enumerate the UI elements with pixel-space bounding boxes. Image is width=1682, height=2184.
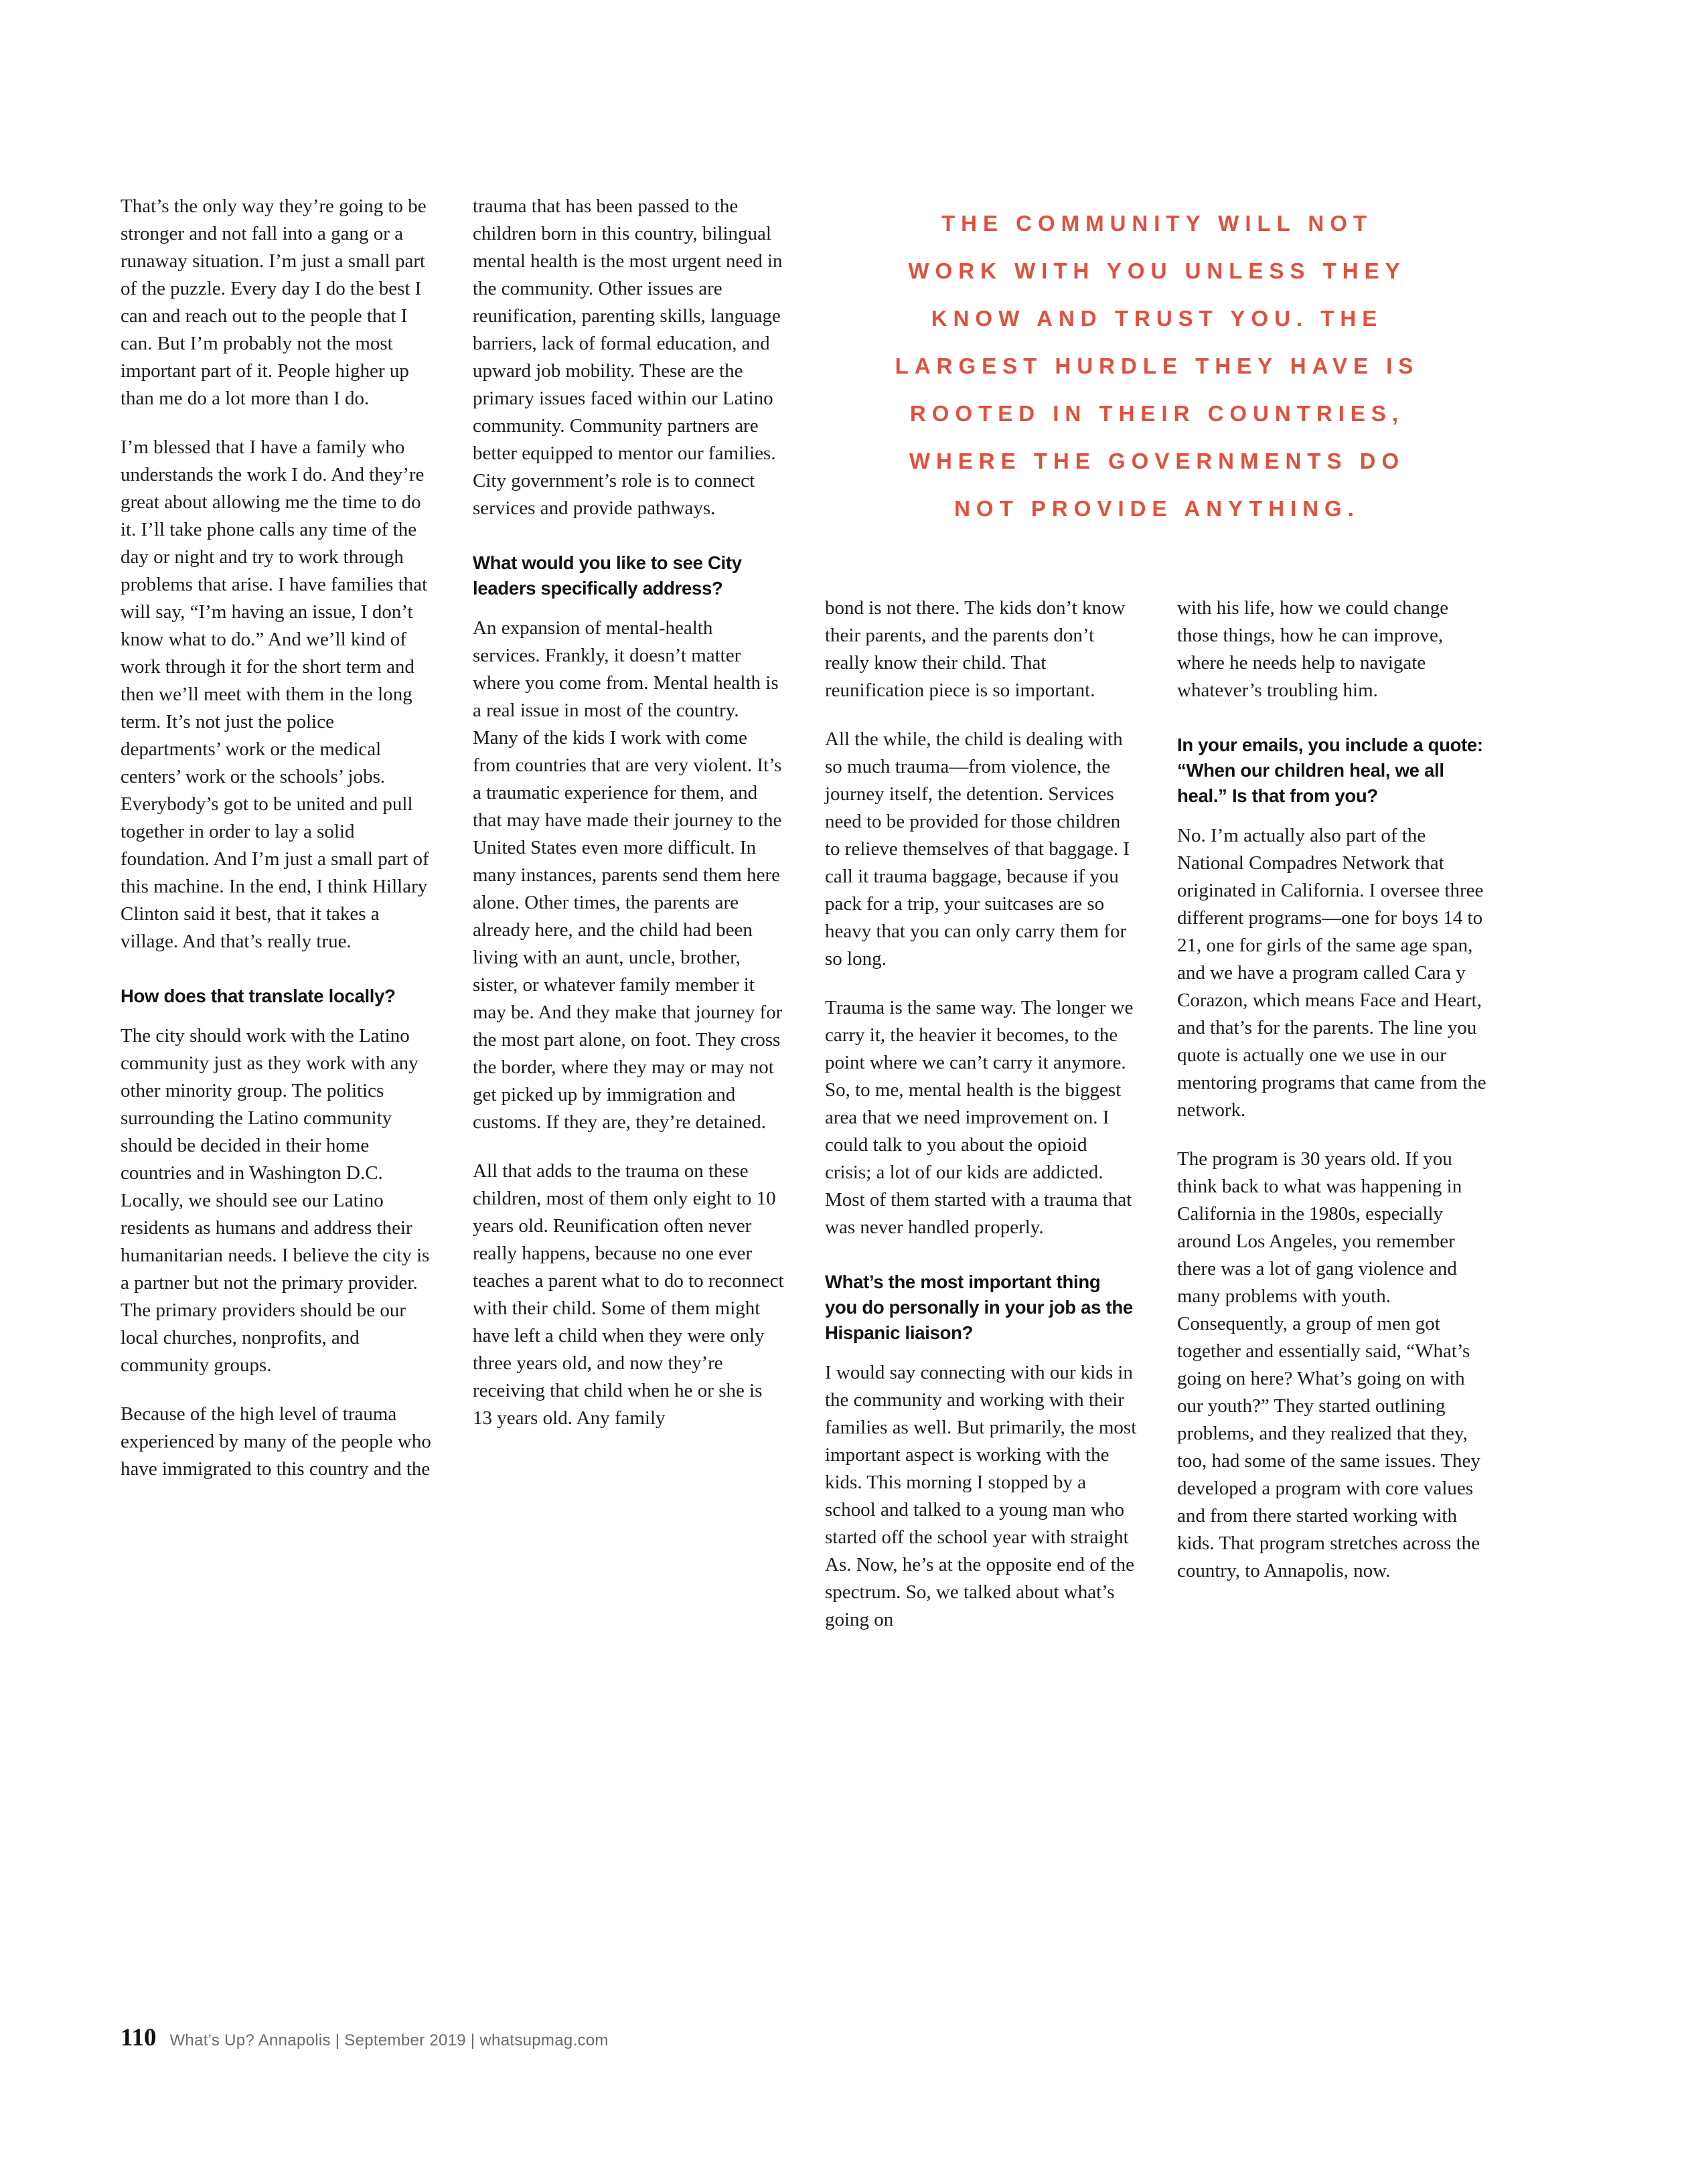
question-heading: How does that translate locally?	[121, 986, 396, 1006]
column-3	[825, 595, 1137, 1655]
page-number: 110	[121, 2024, 157, 2051]
pull-quote-line: WHERE THE GOVERNMENTS DO	[909, 449, 1405, 473]
paragraph: All the while, the child is dealing with so much trauma—from violence, the journey itself, the detention. Services need to be provided for those children to relieve themselves of that baggage. I call it trauma baggage, because if you pack for a trip, your suitcases are so heavy that you can only carry them for so long.	[825, 728, 1130, 969]
paragraph: The city should work with the Latino community just as they work with any other minority group. The politics surrounding the Latino community should be decided in their home countries and in Washington D.C. Locally, we should see our Latino residents as humans and address their humanitarian needs. I believe the city is a partner but not the primary provider. The primary providers should be our local churches, nonprofits, and community groups.	[121, 1025, 430, 1376]
paragraph: Trauma is the same way. The longer we carry it, the heavier it becomes, to the point where we can’t carry it anymore. So, to me, mental health is the biggest area that we need improvement on. I could talk to you about the opioid crisis; a lot of our kids are addicted. Most of them started with a trauma that was never handled properly.	[825, 997, 1134, 1238]
pull-quote-line: THE COMMUNITY WILL NOT	[941, 211, 1373, 236]
paragraph: An expansion of mental-health services. Frankly, it doesn’t matter where you come from. Mental health is a real issue in most of the country. Many of the kids I work with come from countries that are very violent. It’s a traumatic experience for them, and that may have made their journey to the United States even more difficult. In many instances, parents send them here alone. Other times, the parents are already here, and the child had been living with an aunt, uncle, brother, sister, or whatever family member it may be. And they make that journey for the most part alone, on foot. They cross the border, where they may or may not get picked up by immigration and customs. If they are, they’re detained.	[473, 617, 783, 1133]
question-heading: What’s the most important thing you do personally in your job as the Hispanic liaison?	[825, 1271, 1133, 1343]
paragraph: trauma that has been passed to the children born in this country, bilingual mental health is the most urgent need in the community. Other issues are reunification, parenting skills, language barriers, lack of formal education, and upward job mobility. These are the primary issues faced within our Latino community. Community partners are better equipped to mentor our families. City government’s role is to connect services and provide pathways.	[473, 196, 783, 519]
page-footer	[121, 2023, 609, 2052]
column-4	[1177, 595, 1489, 1606]
column-2	[473, 193, 785, 1454]
column-1	[121, 193, 433, 1504]
question-heading: In your emails, you include a quote: “When our children heal, we all heal.” Is that from you?	[1177, 734, 1483, 806]
pull-quote-line: LARGEST HURDLE THEY HAVE IS	[895, 354, 1420, 378]
paragraph: No. I’m actually also part of the National Compadres Network that originated in California. I oversee three different programs—one for boys 14 to 21, one for girls of the same age span, and we have a program called Cara y Corazon, which means Face and Heart, and that’s for the parents. The line you quote is actually one we use in our mentoring programs that came from the network.	[1177, 825, 1486, 1121]
paragraph: All that adds to the trauma on these children, most of them only eight to 10 years old. Reunification often never really happens, because no one ever teaches a parent what to do to reconnect with their child. Some of them might have left a child when they were only three years old, and now they’re receiving that child when he or she is 13 years old. Any family	[473, 1160, 784, 1429]
pull-quote-line: WORK WITH YOU UNLESS THEY	[908, 258, 1406, 283]
pull-quote	[825, 200, 1489, 532]
paragraph: Because of the high level of trauma experienced by many of the people who have immigrated to this country and the	[121, 1403, 431, 1480]
paragraph: with his life, how we could change those things, how he can improve, where he needs help to navigate whatever’s troubling him.	[1177, 597, 1449, 701]
question-heading: What would you like to see City leaders specifically address?	[473, 552, 742, 599]
paragraph: That’s the only way they’re going to be stronger and not fall into a gang or a runaway situation. I’m just a small part of the puzzle. Every day I do the best I can and reach out to the people that I can. But I’m probably not the most important part of it. People higher up than me do a lot more than I do.	[121, 196, 427, 409]
footer-text: What’s Up? Annapolis | September 2019 | whatsupmag.com	[169, 2031, 609, 2049]
paragraph: I’m blessed that I have a family who understands the work I do. And they’re great about allowing me the time to do it. I’ll take phone calls any time of the day or night and try to work through problems that arise. I have families that will say, “I’m having an issue, I don’t know what to do.” And we’ll kind of work through it for the short term and then we’ll meet with them in the long term. It’s not just the police departments’ work or the medical centers’ work or the schools’ jobs. Everybody’s got to be united and pull together in order to lay a solid foundation. And I’m just a small part of this machine. In the end, I think Hillary Clinton said it best, that it takes a village. And that’s really true.	[121, 437, 429, 952]
paragraph: I would say connecting with our kids in the community and working with their families as well. But primarily, the most important aspect is working with the kids. This morning I stopped by a school and talked to a young man who started off the school year with straight As. Now, he’s at the opposite end of the spectrum. So, we talked about what’s going on	[825, 1362, 1137, 1630]
pull-quote-line: NOT PROVIDE ANYTHING.	[954, 496, 1360, 521]
pull-quote-line: KNOW AND TRUST YOU. THE	[931, 306, 1383, 331]
pull-quote-line: ROOTED IN THEIR COUNTRIES,	[909, 401, 1405, 426]
paragraph: The program is 30 years old. If you think back to what was happening in California in the 1980s, especially around Los Angeles, you remember there was a lot of gang violence and many problems with youth. Consequently, a group of men got together and essentially said, “What’s going on here? What’s going on with our youth?” They started outlining problems, and they realized that they, too, had some of the same issues. They developed a program with core values and from there started working with kids. That program stretches across the country, to Annapolis, now.	[1177, 1148, 1480, 1581]
paragraph: bond is not there. The kids don’t know their parents, and the parents don’t really know their child. That reunification piece is so important.	[825, 597, 1126, 701]
